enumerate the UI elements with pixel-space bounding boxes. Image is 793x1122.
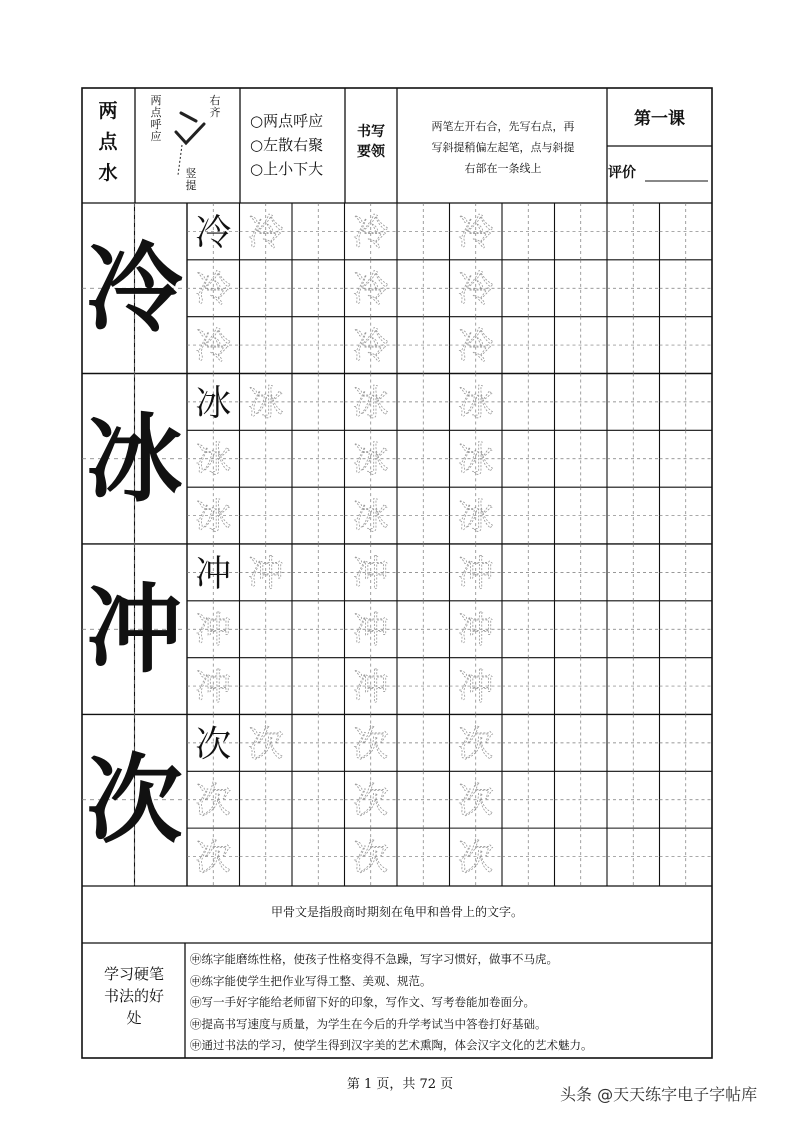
- benefit-item: ㊥练字能使学生把作业写得工整、美观、规范。: [190, 973, 432, 988]
- key-label-line-2: 要领: [357, 144, 385, 160]
- trace-character: 冷: [352, 326, 389, 368]
- stroke-note-hu-ying: 两点呼应: [150, 94, 162, 143]
- stroke-title-char-2: 点: [98, 131, 118, 153]
- trace-character: 冲: [457, 667, 494, 709]
- writing-tips: [402, 116, 604, 179]
- model-character: 冲: [195, 553, 232, 595]
- writing-rules: [250, 109, 323, 181]
- trace-character: 冲: [195, 610, 232, 652]
- trace-character: 冰: [247, 382, 284, 424]
- trace-character: 冰: [352, 382, 389, 424]
- trace-character: 冷: [352, 269, 389, 311]
- trace-character: 冰: [457, 439, 494, 481]
- model-character: 冷: [195, 212, 232, 254]
- rule-2: ○左散右聚: [250, 136, 324, 154]
- rule-3: ○上小下大: [250, 160, 324, 178]
- tip-line-3: 右部在一条线上: [464, 162, 542, 175]
- large-character: 次: [86, 743, 183, 857]
- trace-character: 冲: [352, 553, 389, 595]
- trace-character: 冷: [457, 269, 494, 311]
- watermark: 头条 @天天练字电子字帖库: [560, 1085, 758, 1104]
- tip-line-2: 写斜提稍偏左起笔，点与斜提: [431, 141, 575, 154]
- trace-character: 冲: [352, 610, 389, 652]
- footnote: 甲骨文是指殷商时期刻在龟甲和兽骨上的文字。: [270, 905, 523, 919]
- trace-character: 冰: [352, 439, 389, 481]
- trace-character: 冷: [457, 212, 494, 254]
- stroke-note-you-qi: 右齐: [209, 94, 221, 119]
- stroke-sample-icon: [176, 113, 204, 175]
- page-number: 第 1 页，共 72 页: [346, 1077, 454, 1092]
- key-label-line-1: 书写: [357, 124, 385, 140]
- model-character: 冰: [195, 382, 232, 424]
- stroke-title-char-1: 两: [98, 100, 118, 122]
- rule-1: ○两点呼应: [250, 112, 324, 130]
- trace-character: 冷: [247, 212, 284, 254]
- trace-character: 次: [247, 723, 284, 765]
- trace-character: 冰: [352, 496, 389, 538]
- large-character: 冲: [86, 573, 183, 687]
- trace-character: 冰: [457, 496, 494, 538]
- trace-character: 冲: [195, 667, 232, 709]
- trace-character: 冲: [457, 553, 494, 595]
- trace-character: 次: [352, 837, 389, 879]
- trace-character: 冰: [457, 382, 494, 424]
- benefits-title-line-1: 学习硬笔: [103, 965, 164, 983]
- stroke-title: [88, 96, 128, 189]
- evaluation-label: 评价: [608, 165, 636, 181]
- trace-character: 次: [352, 723, 389, 765]
- trace-character: 次: [457, 780, 494, 822]
- benefits-list: [190, 949, 710, 1057]
- benefits-title-line-3: 处: [126, 1009, 142, 1027]
- stroke-title-char-3: 水: [98, 162, 118, 184]
- trace-character: 冲: [247, 553, 284, 595]
- trace-character: 冲: [352, 667, 389, 709]
- trace-character: 冷: [195, 326, 232, 368]
- large-character: 冷: [86, 232, 183, 346]
- trace-character: 冷: [352, 212, 389, 254]
- benefits-title-line-2: 书法的好: [103, 987, 164, 1005]
- model-character: 次: [195, 723, 232, 765]
- trace-character: 冲: [457, 610, 494, 652]
- benefit-item: ㊥练字能磨练性格，使孩子性格变得不急躁，写字习惯好，做事不马虎。: [190, 952, 558, 966]
- trace-character: 次: [352, 780, 389, 822]
- trace-character: 次: [195, 780, 232, 822]
- benefit-item: ㊥提高书写速度与质量，为学生在今后的升学考试当中答卷打好基础。: [190, 1016, 547, 1031]
- tip-line-1: 两笔左开右合，先写右点，再: [431, 120, 575, 133]
- trace-character: 冷: [457, 326, 494, 368]
- lesson-title: 第一课: [634, 109, 685, 129]
- large-character: 冰: [86, 402, 183, 516]
- trace-character: 次: [457, 723, 494, 765]
- trace-character: 冰: [195, 496, 232, 538]
- trace-character: 冰: [195, 439, 232, 481]
- benefits-title: [86, 963, 182, 1029]
- trace-character: 次: [457, 837, 494, 879]
- trace-character: 次: [195, 837, 232, 879]
- key-points-label: [348, 122, 394, 162]
- stroke-note-shu-ti: 竖提: [185, 167, 197, 192]
- trace-character: 冷: [195, 269, 232, 311]
- benefit-item: ㊥通过书法的学习，使学生得到汉字美的艺术熏陶，体会汉字文化的艺术魅力。: [190, 1038, 593, 1052]
- benefit-item: ㊥写一手好字能给老师留下好的印象，写作文、写考卷能加卷面分。: [190, 995, 535, 1009]
